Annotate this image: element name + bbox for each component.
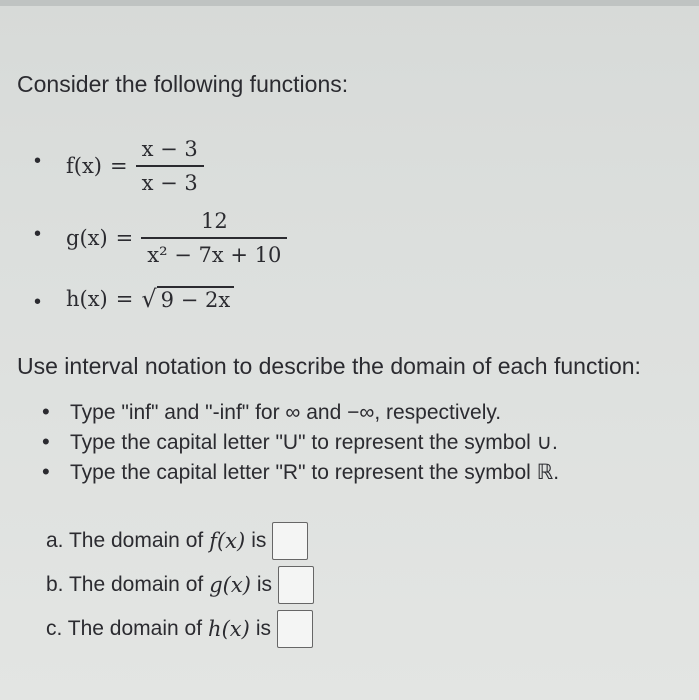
note-text: Type the capital letter "U" to represent the symbol ∪. <box>70 431 558 454</box>
bullet: • <box>34 223 42 245</box>
bullet: • <box>42 429 50 454</box>
answer-prefix: c. The domain of <box>46 617 203 640</box>
function-h-lhs: h(x) <box>66 287 108 311</box>
answer-suffix: is <box>256 573 273 596</box>
domain-g-input[interactable] <box>278 566 314 604</box>
domain-f-input[interactable] <box>272 522 308 560</box>
intro-text: Consider the following functions: <box>17 71 349 97</box>
bullet: • <box>34 291 42 313</box>
function-f <box>66 136 204 196</box>
radical-sign-icon: √ <box>141 285 157 313</box>
answer-function: g(x) <box>209 573 251 597</box>
function-f-lhs: f(x) <box>66 154 103 178</box>
answer-suffix: is <box>255 617 271 640</box>
note-item <box>42 458 559 487</box>
fraction-bar <box>141 237 287 239</box>
answer-prefix: a. The domain of <box>46 529 204 552</box>
fraction-bar <box>136 165 204 167</box>
domain-h-input[interactable] <box>277 610 313 648</box>
square-root <box>141 286 234 312</box>
radicand: 9 − 2x <box>157 286 235 312</box>
denominator: x² − 7x + 10 <box>147 243 282 267</box>
bullet: • <box>34 150 42 172</box>
answer-suffix: is <box>251 529 267 552</box>
function-g <box>66 208 287 268</box>
answer-function: f(x) <box>209 529 246 553</box>
answer-row-b <box>46 566 314 604</box>
note-item <box>42 398 501 427</box>
note-item <box>42 428 558 457</box>
numerator: 12 <box>200 209 228 233</box>
instruction-text: Use interval notation to describe the domain of each function: <box>17 353 641 379</box>
fraction <box>141 208 287 268</box>
function-g-lhs: g(x) <box>66 226 108 250</box>
equals-sign: = <box>115 287 134 311</box>
fraction <box>136 136 204 196</box>
denominator: x − 3 <box>141 171 198 195</box>
note-text: Type "inf" and "-inf" for ∞ and −∞, respectively. <box>70 401 502 424</box>
equals-sign: = <box>110 154 128 178</box>
equals-sign: = <box>115 226 134 250</box>
top-edge <box>0 0 699 6</box>
bullet: • <box>42 399 50 424</box>
bullet: • <box>42 459 50 484</box>
answer-row-c <box>46 610 313 648</box>
function-h <box>66 286 234 312</box>
answer-prefix: b. The domain of <box>46 573 204 596</box>
note-text: Type the capital letter "R" to represent the symbol ℝ. <box>70 461 560 484</box>
answer-function: h(x) <box>208 617 250 641</box>
answer-row-a <box>46 522 308 560</box>
numerator: x − 3 <box>141 137 198 161</box>
